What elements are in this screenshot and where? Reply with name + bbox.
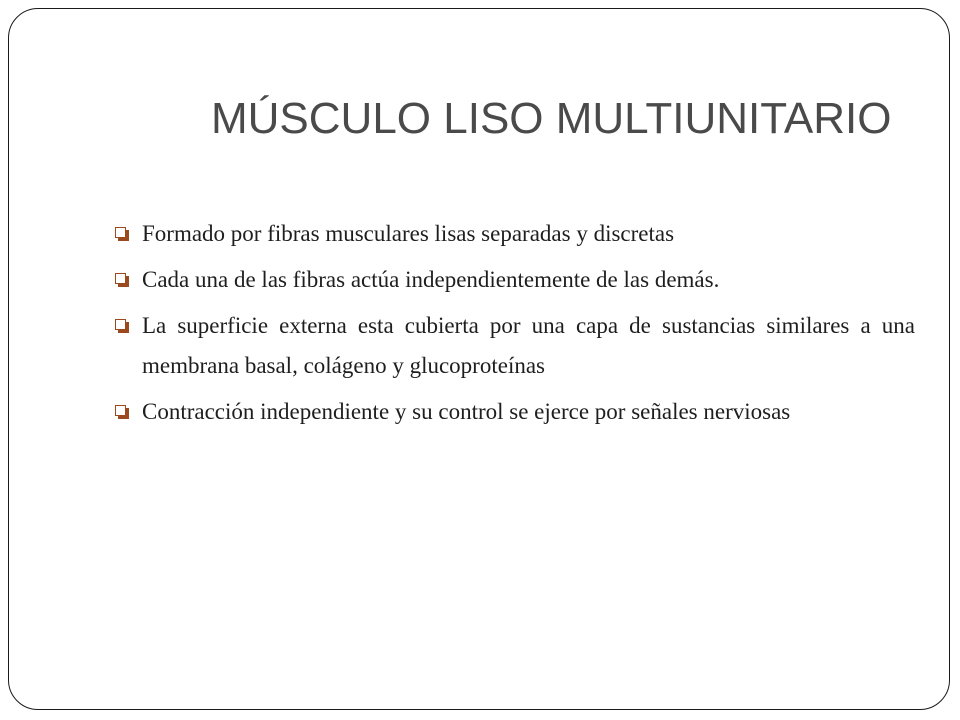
bullet-text: Cada una de las fibras actúa independientemente de las demás. [142, 267, 720, 292]
slide-frame [8, 8, 950, 710]
bullet-text: Formado por fibras musculares lisas separadas y discretas [142, 221, 675, 246]
square-bullet-icon [115, 319, 129, 333]
bullet-item [115, 214, 915, 254]
bullet-item [115, 392, 915, 432]
bullet-text: La superficie externa esta cubierta por una capa de sustancias similares a una membrana basal, colágeno y glucoproteínas [142, 313, 915, 378]
slide-title: MÚSCULO LISO MULTIUNITARIO [211, 94, 892, 143]
bullet-item [115, 260, 915, 300]
square-bullet-icon [115, 405, 129, 419]
square-bullet-icon [115, 273, 129, 287]
bullet-item [115, 306, 915, 386]
bullet-text: Contracción independiente y su control se ejerce por señales nerviosas [142, 399, 791, 424]
square-bullet-icon [115, 227, 129, 241]
bullet-list [115, 214, 915, 438]
